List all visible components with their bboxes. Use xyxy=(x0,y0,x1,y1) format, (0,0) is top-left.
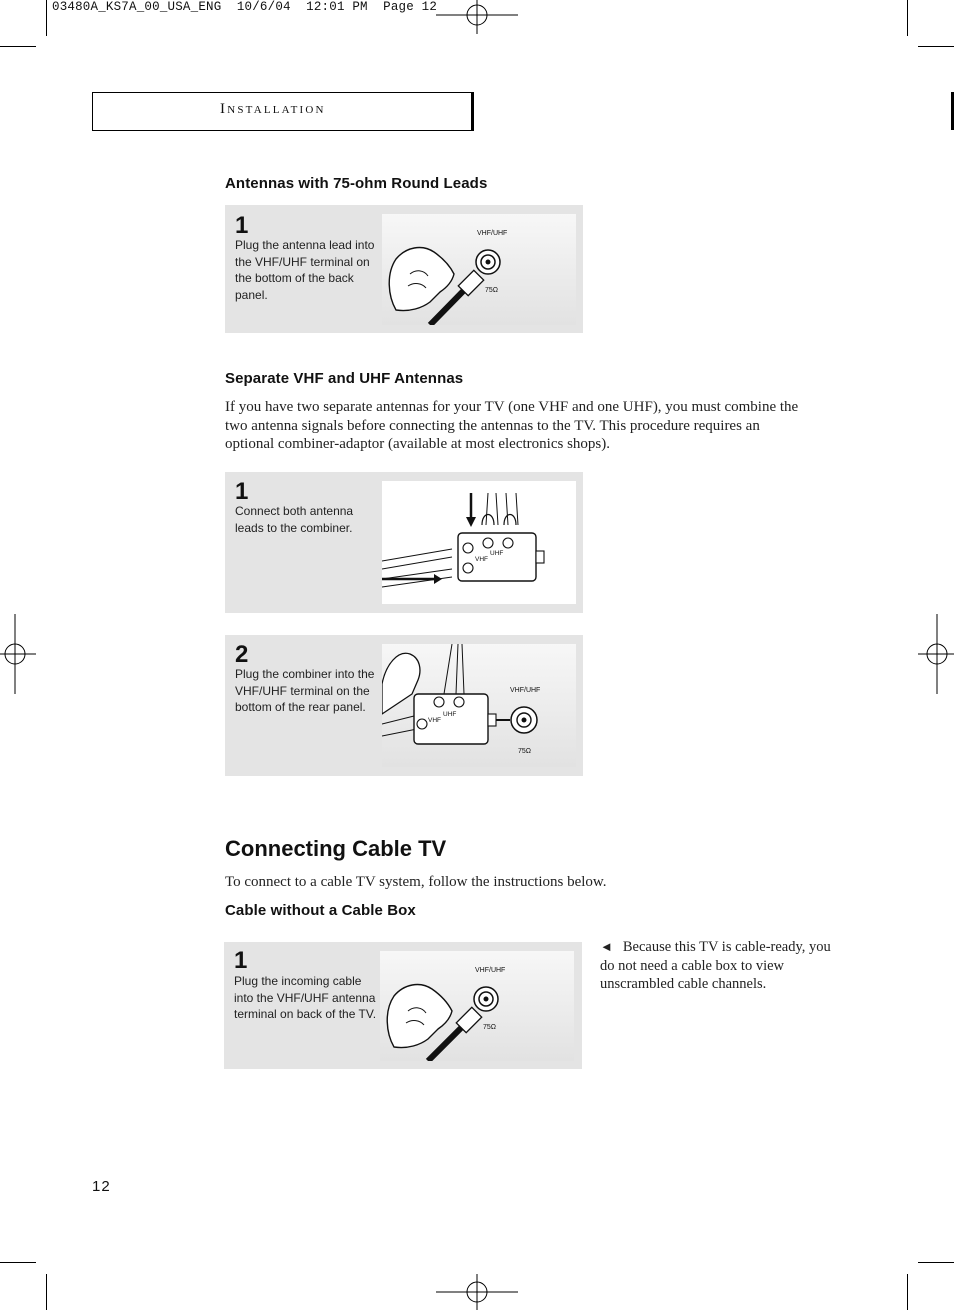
step-number: 1 xyxy=(234,947,248,974)
combiner-terminal-illustration xyxy=(382,644,576,767)
heading-separate-antennas: Separate VHF and UHF Antennas xyxy=(225,370,464,387)
crop-mark xyxy=(918,1262,954,1263)
step-text: Plug the combiner into the VHF/UHF terminal on the bottom of the rear panel. xyxy=(235,667,375,714)
uhf-label: UHF xyxy=(443,711,457,718)
step-text: Plug the incoming cable into the VHF/UHF antenna terminal on back of the TV. xyxy=(234,974,377,1021)
registration-mark xyxy=(0,614,36,694)
heading-connecting-cable: Connecting Cable TV xyxy=(225,836,447,861)
vhf-label: VHF xyxy=(428,717,441,724)
hand-cable-illustration xyxy=(380,951,574,1061)
cable-illustration xyxy=(380,951,574,1061)
step-number: 1 xyxy=(235,212,249,239)
step-panel xyxy=(225,635,583,776)
heading-cable-without-box: Cable without a Cable Box xyxy=(225,902,416,919)
crop-mark xyxy=(46,1274,47,1310)
crop-mark xyxy=(918,46,954,47)
hand-plug-illustration xyxy=(382,214,576,325)
separate-paragraph: If you have two separate antennas for your TV (one VHF and one UHF), you must combine the two antenna signals before connecting the antennas to the TV. This procedure requires an optional combiner-adaptor (available at most electronics shops). xyxy=(225,399,799,452)
crop-mark xyxy=(0,1262,36,1263)
print-slug: 03480A_KS7A_00_USA_ENG 10/6/04 12:01 PM Page 12 xyxy=(52,0,438,14)
terminal-label: VHF/UHF xyxy=(510,687,541,694)
crop-mark xyxy=(907,1274,908,1310)
combiner-to-tv-illustration xyxy=(382,644,576,767)
crop-mark xyxy=(0,46,36,47)
combiner-illustration xyxy=(382,481,576,604)
ohm-label: 75Ω xyxy=(518,748,532,755)
uhf-label: UHF xyxy=(490,550,504,557)
step-number: 1 xyxy=(235,478,249,505)
terminal-label: VHF/UHF xyxy=(477,230,508,237)
registration-mark xyxy=(436,1274,518,1310)
cable-ready-note xyxy=(600,938,835,994)
page-number: 12 xyxy=(92,1178,111,1195)
cable-intro: To connect to a cable TV system, follow the instructions below. xyxy=(225,874,607,890)
step-panel xyxy=(224,942,582,1069)
crop-mark xyxy=(907,0,908,36)
ohm-label: 75Ω xyxy=(485,287,499,294)
vhf-label: VHF xyxy=(475,556,488,563)
step-panel xyxy=(225,205,583,333)
terminal-label: VHF/UHF xyxy=(475,967,506,974)
ohm-label: 75Ω xyxy=(483,1024,497,1031)
combiner-leads-illustration xyxy=(382,481,576,604)
step-text: Plug the antenna lead into the VHF/UHF terminal on the bottom of the back panel. xyxy=(235,238,375,302)
connector-illustration xyxy=(382,214,576,325)
section-title: Installation xyxy=(220,101,326,117)
crop-mark xyxy=(46,0,47,36)
registration-mark xyxy=(918,614,954,694)
heading-antennas-75ohm: Antennas with 75-ohm Round Leads xyxy=(225,175,488,192)
note-marker-icon: ◄ xyxy=(600,939,613,954)
step-text: Connect both antenna leads to the combiner. xyxy=(235,504,354,535)
note-text: Because this TV is cable-ready, you do not need a cable box to view unscrambled cable channels. xyxy=(600,939,831,992)
step-number: 2 xyxy=(235,641,249,668)
step-panel xyxy=(225,472,583,613)
registration-mark xyxy=(436,0,518,34)
